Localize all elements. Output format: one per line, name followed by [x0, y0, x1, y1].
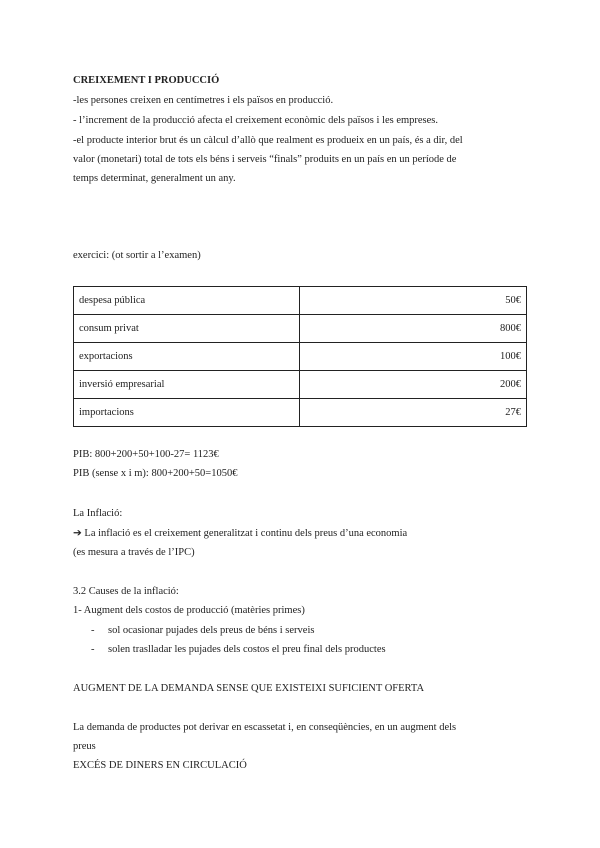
causes-item-1: 1- Augment dels costos de producció (matèries primes)	[73, 605, 305, 616]
intro-line-4: valor (monetari) total de tots els béns i serveis “finals” produits en un país en un període de	[73, 154, 457, 165]
table-row	[74, 343, 527, 371]
table-cell-label: inversió empresarial	[74, 371, 300, 399]
table-cell-value: 800€	[300, 315, 527, 343]
causes-title: 3.2 Causes de la inflació:	[73, 586, 179, 597]
money-heading: EXCÉS DE DINERS EN CIRCULACIÓ	[73, 760, 247, 771]
table-cell-value: 200€	[300, 371, 527, 399]
causes-sub-item-text: sol ocasionar pujades dels preus de béns i serveis	[108, 625, 315, 636]
table-cell-value: 100€	[300, 343, 527, 371]
bullet-dash: -	[91, 625, 95, 636]
demand-heading: AUGMENT DE LA DEMANDA SENSE QUE EXISTEIXI SUFICIENT OFERTA	[73, 683, 425, 694]
inflation-title: La Inflació:	[73, 508, 123, 519]
table-cell-label: exportacions	[74, 343, 300, 371]
table-cell-label: despesa pública	[74, 287, 300, 315]
table-row	[74, 315, 527, 343]
intro-line-1: -les persones creixen en centímetres i els països en producció.	[73, 95, 334, 106]
inflation-definition: ➔ La inflació es el creixement generalitzat i continu dels preus d’una economia	[73, 528, 408, 539]
inflation-measure: (es mesura a través de l’IPC)	[73, 547, 195, 558]
table-row	[74, 399, 527, 427]
pib-line-1: PIB: 800+200+50+100-27= 1123€	[73, 449, 219, 460]
intro-line-3: -el producte interior brut és un càlcul d’allò que realment es produeix en un país, és a dir, del	[73, 135, 463, 146]
table-cell-label: importacions	[74, 399, 300, 427]
causes-sub-item	[91, 624, 314, 638]
section-heading: CREIXEMENT I PRODUCCIÓ	[73, 75, 220, 86]
causes-sub-item	[91, 643, 386, 657]
table-cell-value: 50€	[300, 287, 527, 315]
bullet-dash: -	[91, 644, 95, 655]
table-row	[74, 287, 527, 315]
table-cell-label: consum privat	[74, 315, 300, 343]
exercise-label: exercici: (ot sortir a l’examen)	[73, 250, 201, 261]
intro-line-2: - l’increment de la producció afecta el creixement econòmic dels països i les empreses.	[73, 115, 439, 126]
causes-sub-item-text: solen traslladar les pujades dels costos el preu final dels productes	[108, 644, 386, 655]
demand-line-1: La demanda de productes pot derivar en escassetat i, en conseqüències, en un augment dels	[73, 722, 457, 733]
pib-line-2: PIB (sense x i m): 800+200+50=1050€	[73, 468, 238, 479]
table-cell-value: 27€	[300, 399, 527, 427]
intro-line-5: temps determinat, generalment un any.	[73, 173, 236, 184]
gdp-table	[73, 286, 527, 427]
demand-line-2: preus	[73, 741, 96, 752]
table-row	[74, 371, 527, 399]
